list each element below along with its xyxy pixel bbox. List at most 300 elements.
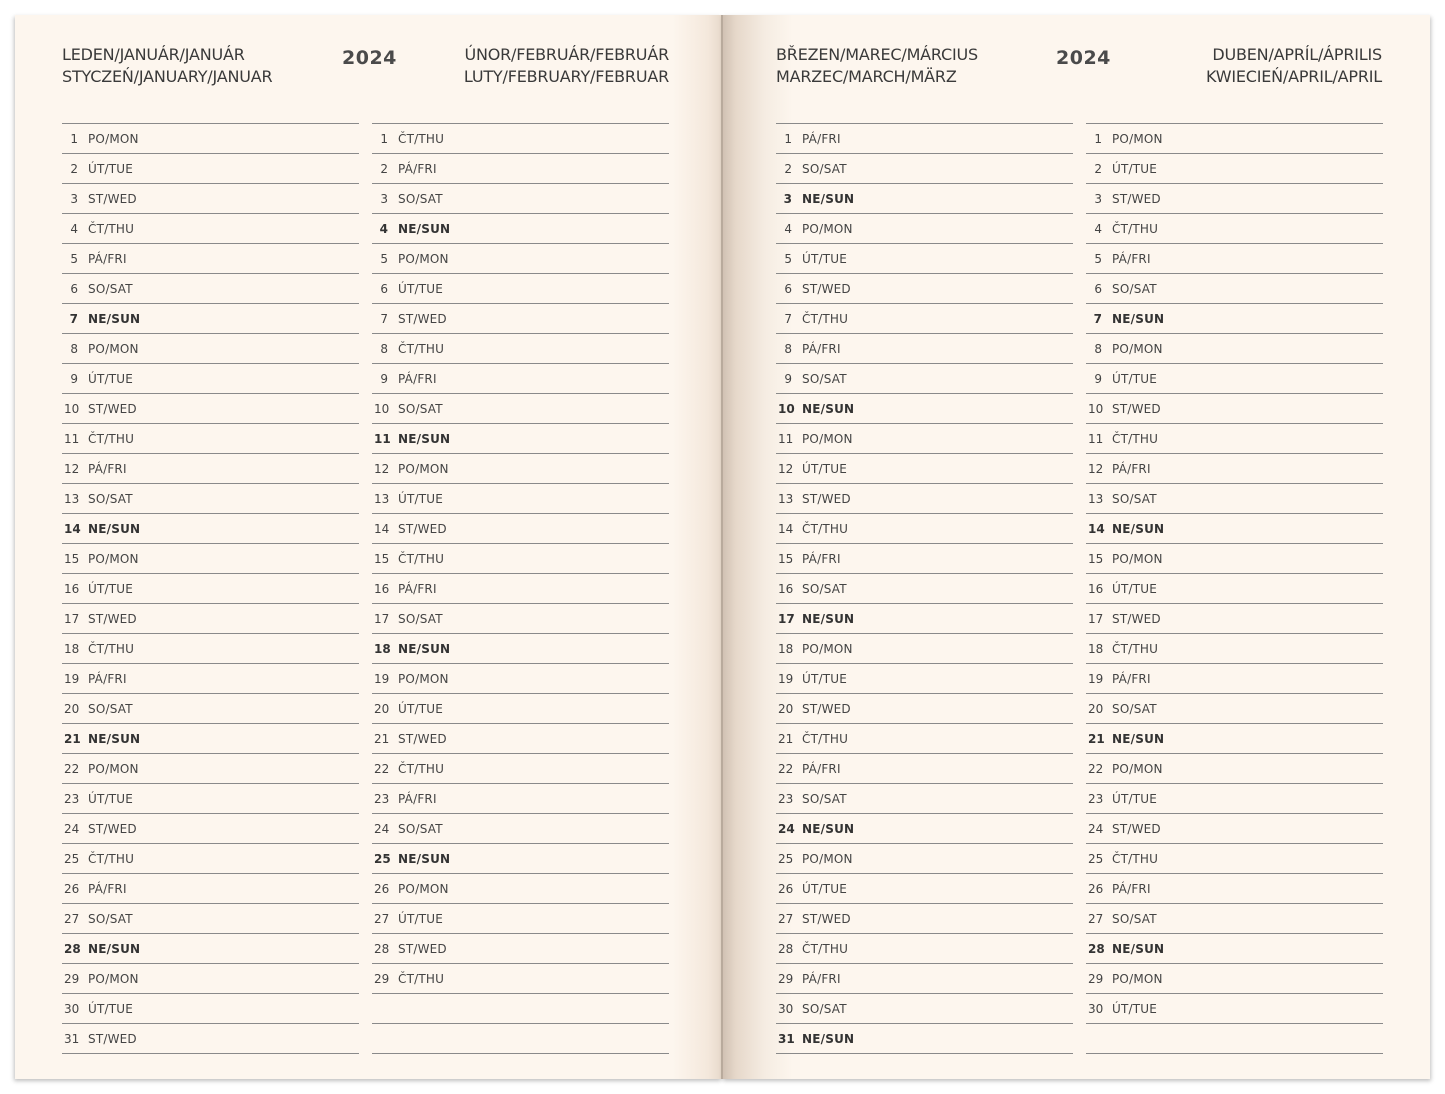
- weekday-label: PÁ/FRI: [1112, 461, 1151, 476]
- day-row: [62, 844, 359, 874]
- day-number: 8: [70, 341, 78, 356]
- day-number: 20: [778, 701, 794, 716]
- day-row: [776, 484, 1073, 514]
- day-row: [62, 214, 359, 244]
- day-row: [776, 424, 1073, 454]
- day-number: 10: [374, 401, 390, 416]
- weekday-label: PO/MON: [802, 851, 853, 866]
- day-number: 12: [1088, 461, 1104, 476]
- weekday-label: ČT/THU: [398, 761, 445, 776]
- day-number: 9: [784, 371, 792, 386]
- day-row: [1086, 604, 1383, 634]
- day-number: 7: [69, 311, 78, 326]
- day-row: [62, 1024, 359, 1054]
- day-number: 24: [1088, 821, 1104, 836]
- day-row: [1086, 484, 1383, 514]
- day-number: 6: [380, 281, 388, 296]
- weekday-label: PÁ/FRI: [398, 581, 437, 596]
- weekday-label: ČT/THU: [802, 731, 849, 746]
- day-row: [776, 214, 1073, 244]
- weekday-label: ČT/THU: [1112, 641, 1159, 656]
- april-header: [1206, 44, 1382, 88]
- day-number: 28: [778, 941, 794, 956]
- day-row: [1086, 874, 1383, 904]
- january-day-list: [62, 123, 359, 1054]
- day-row: [1086, 214, 1383, 244]
- day-number: 16: [778, 581, 794, 596]
- day-number: 16: [1088, 581, 1104, 596]
- day-number: 11: [778, 431, 794, 446]
- day-number: 13: [64, 491, 80, 506]
- day-row: [776, 964, 1073, 994]
- day-row: [372, 904, 669, 934]
- weekday-label: SO/SAT: [398, 191, 443, 206]
- day-row: [1086, 184, 1383, 214]
- day-number: 16: [64, 581, 80, 596]
- day-row: [776, 664, 1073, 694]
- weekday-label: ÚT/TUE: [1112, 1001, 1158, 1016]
- day-row: [776, 364, 1073, 394]
- weekday-label: ST/WED: [88, 191, 137, 206]
- day-row: [776, 454, 1073, 484]
- day-row: [1086, 154, 1383, 184]
- day-number: 22: [64, 761, 80, 776]
- day-row: [372, 304, 669, 334]
- day-row: [776, 814, 1073, 844]
- day-number: 24: [778, 821, 795, 836]
- day-number: 12: [64, 461, 80, 476]
- day-number: 25: [64, 851, 80, 866]
- day-row: [372, 694, 669, 724]
- day-number: 19: [1088, 671, 1104, 686]
- day-row: [372, 874, 669, 904]
- day-row: [62, 724, 359, 754]
- weekday-label: ST/WED: [88, 821, 137, 836]
- day-number: 13: [374, 491, 390, 506]
- day-number: 22: [374, 761, 390, 776]
- day-row: [62, 274, 359, 304]
- day-number: 27: [778, 911, 794, 926]
- weekday-label: PÁ/FRI: [398, 161, 437, 176]
- weekday-label: ČT/THU: [398, 971, 445, 986]
- april-header-line-1: DUBEN/APRÍL/ÁPRILIS: [1212, 45, 1382, 64]
- weekday-label: PO/MON: [398, 881, 449, 896]
- weekday-label: ÚT/TUE: [1112, 791, 1158, 806]
- day-number: 29: [778, 971, 794, 986]
- day-row: [1086, 244, 1383, 274]
- weekday-label: ČT/THU: [1112, 431, 1159, 446]
- day-number: 23: [1088, 791, 1104, 806]
- day-row: [372, 604, 669, 634]
- day-number: 25: [778, 851, 794, 866]
- day-row: [1086, 304, 1383, 334]
- weekday-label: PO/MON: [802, 431, 853, 446]
- day-row: [776, 874, 1073, 904]
- weekday-label: PO/MON: [88, 551, 139, 566]
- day-row: [62, 694, 359, 724]
- day-row: [1086, 754, 1383, 784]
- right-page-year: 2024: [1056, 47, 1111, 69]
- empty-ruled-line: [372, 1024, 669, 1054]
- day-row: [1086, 454, 1383, 484]
- weekday-label: PO/MON: [802, 221, 853, 236]
- day-row: [1086, 814, 1383, 844]
- weekday-label: PO/MON: [1112, 971, 1163, 986]
- weekday-label: SO/SAT: [802, 161, 847, 176]
- weekday-label: NE/SUN: [802, 1031, 855, 1046]
- day-number: 1: [784, 131, 792, 146]
- day-number: 4: [379, 221, 388, 236]
- day-row: [1086, 694, 1383, 724]
- weekday-label: SO/SAT: [1112, 911, 1157, 926]
- day-row: [62, 904, 359, 934]
- weekday-label: SO/SAT: [398, 611, 443, 626]
- day-row: [372, 754, 669, 784]
- weekday-label: ÚT/TUE: [398, 281, 444, 296]
- day-row: [372, 514, 669, 544]
- weekday-label: SO/SAT: [88, 911, 133, 926]
- weekday-label: ČT/THU: [1112, 221, 1159, 236]
- weekday-label: ÚT/TUE: [398, 911, 444, 926]
- day-row: [372, 964, 669, 994]
- weekday-label: ST/WED: [802, 701, 851, 716]
- weekday-label: PO/MON: [1112, 761, 1163, 776]
- day-row: [776, 154, 1073, 184]
- weekday-label: NE/SUN: [1112, 521, 1165, 536]
- day-number: 17: [778, 611, 795, 626]
- day-number: 6: [784, 281, 792, 296]
- day-number: 11: [374, 431, 391, 446]
- weekday-label: ST/WED: [1112, 191, 1161, 206]
- day-number: 27: [374, 911, 390, 926]
- empty-ruled-line: [1086, 1024, 1383, 1054]
- january-header-line-1: LEDEN/JANUÁR/JANUÁR: [62, 45, 245, 64]
- weekday-label: ST/WED: [1112, 401, 1161, 416]
- day-row: [372, 184, 669, 214]
- day-row: [62, 964, 359, 994]
- march-header: [776, 44, 978, 88]
- day-number: 12: [778, 461, 794, 476]
- day-number: 25: [374, 851, 391, 866]
- weekday-label: ÚT/TUE: [1112, 581, 1158, 596]
- weekday-label: ST/WED: [88, 1031, 137, 1046]
- weekday-label: ST/WED: [398, 311, 447, 326]
- day-number: 2: [380, 161, 388, 176]
- weekday-label: SO/SAT: [1112, 701, 1157, 716]
- weekday-label: NE/SUN: [398, 641, 451, 656]
- day-number: 2: [1094, 161, 1102, 176]
- weekday-label: PO/MON: [802, 641, 853, 656]
- day-row: [372, 364, 669, 394]
- day-number: 24: [64, 821, 80, 836]
- weekday-label: PO/MON: [1112, 131, 1163, 146]
- day-number: 26: [374, 881, 390, 896]
- weekday-label: NE/SUN: [802, 191, 855, 206]
- weekday-label: NE/SUN: [1112, 311, 1165, 326]
- day-number: 9: [1094, 371, 1102, 386]
- day-number: 29: [1088, 971, 1104, 986]
- day-row: [62, 544, 359, 574]
- weekday-label: PÁ/FRI: [1112, 671, 1151, 686]
- weekday-label: ÚT/TUE: [88, 371, 134, 386]
- day-row: [62, 934, 359, 964]
- weekday-label: ČT/THU: [398, 341, 445, 356]
- day-row: [62, 424, 359, 454]
- january-header-line-2: STYCZEŃ/JANUARY/JANUAR: [62, 67, 273, 86]
- day-number: 3: [783, 191, 792, 206]
- weekday-label: PO/MON: [1112, 551, 1163, 566]
- weekday-label: SO/SAT: [1112, 281, 1157, 296]
- day-row: [776, 784, 1073, 814]
- day-number: 10: [778, 401, 795, 416]
- day-row: [372, 154, 669, 184]
- day-number: 27: [64, 911, 80, 926]
- weekday-label: PO/MON: [88, 341, 139, 356]
- day-number: 19: [778, 671, 794, 686]
- day-number: 18: [778, 641, 794, 656]
- day-number: 14: [64, 521, 81, 536]
- weekday-label: SO/SAT: [802, 371, 847, 386]
- day-number: 22: [1088, 761, 1104, 776]
- day-row: [62, 604, 359, 634]
- day-row: [776, 124, 1073, 154]
- day-row: [62, 124, 359, 154]
- day-number: 23: [374, 791, 390, 806]
- day-number: 3: [70, 191, 78, 206]
- day-number: 5: [1094, 251, 1102, 266]
- weekday-label: ČT/THU: [88, 641, 135, 656]
- day-row: [1086, 724, 1383, 754]
- empty-ruled-line: [372, 994, 669, 1024]
- weekday-label: PÁ/FRI: [398, 791, 437, 806]
- weekday-label: NE/SUN: [1112, 941, 1165, 956]
- day-row: [776, 574, 1073, 604]
- day-row: [372, 934, 669, 964]
- day-row: [372, 574, 669, 604]
- day-number: 5: [70, 251, 78, 266]
- day-row: [62, 334, 359, 364]
- weekday-label: PÁ/FRI: [802, 551, 841, 566]
- weekday-label: PO/MON: [88, 131, 139, 146]
- day-number: 26: [1088, 881, 1104, 896]
- weekday-label: SO/SAT: [1112, 491, 1157, 506]
- day-number: 5: [784, 251, 792, 266]
- day-row: [776, 334, 1073, 364]
- day-row: [776, 934, 1073, 964]
- day-number: 6: [1094, 281, 1102, 296]
- day-number: 4: [1094, 221, 1102, 236]
- day-number: 24: [374, 821, 390, 836]
- weekday-label: ST/WED: [398, 731, 447, 746]
- march-header-line-2: MARZEC/MARCH/MÄRZ: [776, 67, 957, 86]
- day-number: 7: [784, 311, 792, 326]
- day-row: [62, 754, 359, 784]
- weekday-label: ÚT/TUE: [802, 881, 848, 896]
- day-row: [62, 304, 359, 334]
- day-row: [372, 334, 669, 364]
- day-number: 11: [1088, 431, 1104, 446]
- day-row: [62, 874, 359, 904]
- day-row: [62, 814, 359, 844]
- day-number: 31: [778, 1031, 795, 1046]
- february-header-line-1: ÚNOR/FEBRUÁR/FEBRUÁR: [464, 45, 669, 64]
- day-row: [62, 364, 359, 394]
- day-number: 1: [1094, 131, 1102, 146]
- weekday-label: PO/MON: [398, 671, 449, 686]
- day-row: [372, 124, 669, 154]
- day-row: [62, 634, 359, 664]
- day-number: 28: [374, 941, 390, 956]
- day-row: [1086, 124, 1383, 154]
- day-number: 19: [374, 671, 390, 686]
- weekday-label: SO/SAT: [88, 701, 133, 716]
- day-number: 5: [380, 251, 388, 266]
- weekday-label: PÁ/FRI: [88, 881, 127, 896]
- day-number: 10: [64, 401, 80, 416]
- day-number: 15: [778, 551, 794, 566]
- day-number: 6: [70, 281, 78, 296]
- day-row: [776, 694, 1073, 724]
- day-number: 13: [778, 491, 794, 506]
- weekday-label: PÁ/FRI: [802, 761, 841, 776]
- day-row: [372, 424, 669, 454]
- day-number: 18: [64, 641, 80, 656]
- day-row: [776, 274, 1073, 304]
- day-row: [62, 784, 359, 814]
- weekday-label: SO/SAT: [802, 1001, 847, 1016]
- day-row: [1086, 784, 1383, 814]
- day-row: [372, 844, 669, 874]
- day-number: 7: [380, 311, 388, 326]
- weekday-label: ÚT/TUE: [802, 461, 848, 476]
- day-row: [776, 394, 1073, 424]
- day-row: [372, 454, 669, 484]
- weekday-label: ST/WED: [398, 941, 447, 956]
- weekday-label: SO/SAT: [802, 791, 847, 806]
- day-number: 23: [778, 791, 794, 806]
- day-row: [1086, 934, 1383, 964]
- weekday-label: ST/WED: [398, 521, 447, 536]
- weekday-label: NE/SUN: [88, 311, 141, 326]
- day-number: 7: [1093, 311, 1102, 326]
- day-row: [776, 994, 1073, 1024]
- day-row: [62, 994, 359, 1024]
- day-number: 8: [1094, 341, 1102, 356]
- day-number: 20: [374, 701, 390, 716]
- day-row: [1086, 334, 1383, 364]
- day-number: 10: [1088, 401, 1104, 416]
- weekday-label: SO/SAT: [88, 281, 133, 296]
- day-row: [62, 514, 359, 544]
- day-number: 23: [64, 791, 80, 806]
- day-row: [372, 634, 669, 664]
- weekday-label: PÁ/FRI: [88, 461, 127, 476]
- weekday-label: SO/SAT: [88, 491, 133, 506]
- weekday-label: NE/SUN: [802, 821, 855, 836]
- day-row: [1086, 994, 1383, 1024]
- day-number: 20: [1088, 701, 1104, 716]
- weekday-label: NE/SUN: [802, 401, 855, 416]
- day-row: [62, 454, 359, 484]
- day-number: 28: [1088, 941, 1105, 956]
- day-row: [1086, 394, 1383, 424]
- day-row: [62, 664, 359, 694]
- weekday-label: PÁ/FRI: [398, 371, 437, 386]
- day-row: [1086, 844, 1383, 874]
- weekday-label: PÁ/FRI: [802, 971, 841, 986]
- day-number: 16: [374, 581, 390, 596]
- day-row: [372, 484, 669, 514]
- day-number: 21: [374, 731, 390, 746]
- day-number: 12: [374, 461, 390, 476]
- day-row: [372, 244, 669, 274]
- day-number: 18: [374, 641, 391, 656]
- day-row: [776, 244, 1073, 274]
- day-number: 22: [778, 761, 794, 776]
- weekday-label: SO/SAT: [398, 401, 443, 416]
- day-row: [372, 784, 669, 814]
- day-row: [372, 394, 669, 424]
- day-row: [372, 724, 669, 754]
- weekday-label: PÁ/FRI: [1112, 251, 1151, 266]
- day-row: [776, 1024, 1073, 1054]
- weekday-label: PO/MON: [88, 971, 139, 986]
- day-row: [1086, 364, 1383, 394]
- weekday-label: ČT/THU: [802, 521, 849, 536]
- weekday-label: NE/SUN: [88, 941, 141, 956]
- day-row: [372, 664, 669, 694]
- day-row: [372, 814, 669, 844]
- weekday-label: ÚT/TUE: [1112, 371, 1158, 386]
- weekday-label: ST/WED: [802, 281, 851, 296]
- weekday-label: ČT/THU: [88, 851, 135, 866]
- weekday-label: PÁ/FRI: [802, 131, 841, 146]
- day-number: 4: [784, 221, 792, 236]
- book-gutter: [721, 15, 723, 1079]
- weekday-label: ST/WED: [1112, 821, 1161, 836]
- day-row: [776, 514, 1073, 544]
- day-row: [776, 304, 1073, 334]
- day-row: [372, 274, 669, 304]
- day-row: [62, 394, 359, 424]
- day-number: 25: [1088, 851, 1104, 866]
- weekday-label: ST/WED: [802, 911, 851, 926]
- weekday-label: PO/MON: [88, 761, 139, 776]
- day-row: [62, 244, 359, 274]
- day-row: [62, 574, 359, 604]
- february-header-line-2: LUTY/FEBRUARY/FEBRUAR: [463, 67, 669, 86]
- day-row: [776, 904, 1073, 934]
- weekday-label: SO/SAT: [802, 581, 847, 596]
- weekday-label: NE/SUN: [398, 221, 451, 236]
- february-day-list: [372, 123, 669, 1054]
- weekday-label: NE/SUN: [398, 431, 451, 446]
- day-row: [776, 754, 1073, 784]
- day-row: [1086, 544, 1383, 574]
- day-row: [776, 184, 1073, 214]
- weekday-label: PO/MON: [1112, 341, 1163, 356]
- day-number: 17: [1088, 611, 1104, 626]
- day-number: 29: [374, 971, 390, 986]
- day-number: 2: [784, 161, 792, 176]
- weekday-label: NE/SUN: [88, 731, 141, 746]
- day-number: 20: [64, 701, 80, 716]
- weekday-label: ÚT/TUE: [88, 791, 134, 806]
- day-number: 14: [374, 521, 390, 536]
- day-row: [1086, 514, 1383, 544]
- weekday-label: ÚT/TUE: [88, 581, 134, 596]
- day-number: 9: [380, 371, 388, 386]
